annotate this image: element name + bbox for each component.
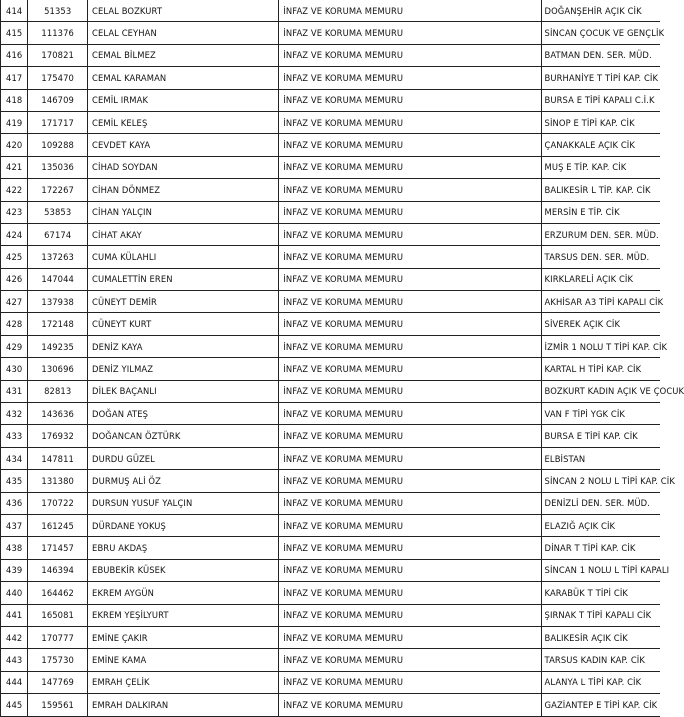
row-number-cell: 432 [1, 403, 28, 425]
job-title-cell: İNFAZ VE KORUMA MEMURU [279, 291, 541, 313]
table-row [1, 22, 661, 44]
full-name-cell: DURDU GÜZEL [88, 447, 279, 469]
row-number-cell: 430 [1, 358, 28, 380]
job-title-cell: İNFAZ VE KORUMA MEMURU [279, 604, 541, 626]
table-row [1, 671, 661, 693]
assigned-unit-cell: MERSİN E TİP. CİK [541, 201, 660, 223]
full-name-cell: EBUBEKİR KÜSEK [88, 559, 279, 581]
registry-number-cell: 137263 [28, 246, 88, 268]
row-number-cell: 434 [1, 447, 28, 469]
row-number-cell: 441 [1, 604, 28, 626]
table-row [1, 179, 661, 201]
table-row [1, 111, 661, 133]
full-name-cell: DÜRDANE YOKUŞ [88, 514, 279, 536]
assigned-unit-cell: VAN F TİPİ YGK CİK [541, 403, 660, 425]
full-name-cell: EMRAH DALKIRAN [88, 694, 279, 716]
registry-number-cell: 170777 [28, 626, 88, 648]
table-row [1, 537, 661, 559]
assigned-unit-cell: ŞIRNAK T TİPİ KAPALI CİK [541, 604, 660, 626]
table-row [1, 649, 661, 671]
table-row [1, 626, 661, 648]
job-title-cell: İNFAZ VE KORUMA MEMURU [279, 671, 541, 693]
table-row [1, 201, 661, 223]
row-number-cell: 444 [1, 671, 28, 693]
registry-number-cell: 146394 [28, 559, 88, 581]
row-number-cell: 435 [1, 470, 28, 492]
registry-number-cell: 135036 [28, 156, 88, 178]
job-title-cell: İNFAZ VE KORUMA MEMURU [279, 111, 541, 133]
job-title-cell: İNFAZ VE KORUMA MEMURU [279, 425, 541, 447]
table-row [1, 246, 661, 268]
job-title-cell: İNFAZ VE KORUMA MEMURU [279, 0, 541, 22]
table-row [1, 559, 661, 581]
full-name-cell: DURSUN YUSUF YALÇIN [88, 492, 279, 514]
job-title-cell: İNFAZ VE KORUMA MEMURU [279, 492, 541, 514]
registry-number-cell: 147044 [28, 268, 88, 290]
row-number-cell: 440 [1, 582, 28, 604]
registry-number-cell: 67174 [28, 223, 88, 245]
table-row [1, 447, 661, 469]
assigned-unit-cell: ÇANAKKALE AÇIK CİK [541, 134, 660, 156]
row-number-cell: 428 [1, 313, 28, 335]
registry-number-cell: 146709 [28, 89, 88, 111]
assigned-unit-cell: SİNCAN 2 NOLU L TİPİ KAP. CİK [541, 470, 660, 492]
full-name-cell: CEMAL BİLMEZ [88, 44, 279, 66]
full-name-cell: CEMAL KARAMAN [88, 67, 279, 89]
personnel-table-body [1, 0, 684, 716]
full-name-cell: DOĞANCAN ÖZTÜRK [88, 425, 279, 447]
registry-number-cell: 149235 [28, 335, 88, 357]
registry-number-cell: 171717 [28, 111, 88, 133]
registry-number-cell: 51353 [28, 0, 88, 22]
job-title-cell: İNFAZ VE KORUMA MEMURU [279, 246, 541, 268]
table-row [1, 514, 661, 536]
row-number-cell: 427 [1, 291, 28, 313]
full-name-cell: DOĞAN ATEŞ [88, 403, 279, 425]
table-row [1, 604, 661, 626]
job-title-cell: İNFAZ VE KORUMA MEMURU [279, 67, 541, 89]
full-name-cell: DENİZ YILMAZ [88, 358, 279, 380]
full-name-cell: DENİZ KAYA [88, 335, 279, 357]
registry-number-cell: 175470 [28, 67, 88, 89]
full-name-cell: DURMUŞ ALİ ÖZ [88, 470, 279, 492]
assigned-unit-cell: TARSUS KADIN KAP. CİK [541, 649, 660, 671]
full-name-cell: CİHAD SOYDAN [88, 156, 279, 178]
row-number-cell: 439 [1, 559, 28, 581]
full-name-cell: CUMA KÜLAHLI [88, 246, 279, 268]
job-title-cell: İNFAZ VE KORUMA MEMURU [279, 22, 541, 44]
assigned-unit-cell: KARABÜK T TİPİ CİK [541, 582, 660, 604]
registry-number-cell: 53853 [28, 201, 88, 223]
assigned-unit-cell: BATMAN DEN. SER. MÜD. [541, 44, 660, 66]
assigned-unit-cell: KIRKLARELİ AÇIK CİK [541, 268, 660, 290]
assigned-unit-cell: ELBİSTAN [541, 447, 660, 469]
assigned-unit-cell: SİNCAN 1 NOLU L TİPİ KAPALI [541, 559, 660, 581]
table-row [1, 67, 661, 89]
job-title-cell: İNFAZ VE KORUMA MEMURU [279, 44, 541, 66]
row-number-cell: 421 [1, 156, 28, 178]
job-title-cell: İNFAZ VE KORUMA MEMURU [279, 268, 541, 290]
job-title-cell: İNFAZ VE KORUMA MEMURU [279, 89, 541, 111]
full-name-cell: CEMİL IRMAK [88, 89, 279, 111]
job-title-cell: İNFAZ VE KORUMA MEMURU [279, 582, 541, 604]
job-title-cell: İNFAZ VE KORUMA MEMURU [279, 559, 541, 581]
job-title-cell: İNFAZ VE KORUMA MEMURU [279, 335, 541, 357]
assigned-unit-cell: BALIKESİR L TİP. KAP. CİK [541, 179, 660, 201]
full-name-cell: CEMİL KELEŞ [88, 111, 279, 133]
registry-number-cell: 82813 [28, 380, 88, 402]
registry-number-cell: 147769 [28, 671, 88, 693]
job-title-cell: İNFAZ VE KORUMA MEMURU [279, 470, 541, 492]
row-number-cell: 415 [1, 22, 28, 44]
assigned-unit-cell: BOZKURT KADIN AÇIK VE ÇOCUK [541, 380, 660, 402]
table-row [1, 134, 661, 156]
full-name-cell: EKREM YEŞİLYURT [88, 604, 279, 626]
row-number-cell: 416 [1, 44, 28, 66]
table-row [1, 89, 661, 111]
assigned-unit-cell: DENİZLİ DEN. SER. MÜD. [541, 492, 660, 514]
full-name-cell: CÜNEYT KURT [88, 313, 279, 335]
job-title-cell: İNFAZ VE KORUMA MEMURU [279, 694, 541, 716]
table-row [1, 358, 661, 380]
registry-number-cell: 131380 [28, 470, 88, 492]
assigned-unit-cell: DİNAR T TİPİ KAP. CİK [541, 537, 660, 559]
job-title-cell: İNFAZ VE KORUMA MEMURU [279, 403, 541, 425]
assigned-unit-cell: SİNOP E TİPİ KAP. CİK [541, 111, 660, 133]
table-row [1, 582, 661, 604]
job-title-cell: İNFAZ VE KORUMA MEMURU [279, 626, 541, 648]
row-number-cell: 417 [1, 67, 28, 89]
job-title-cell: İNFAZ VE KORUMA MEMURU [279, 649, 541, 671]
table-row [1, 425, 661, 447]
job-title-cell: İNFAZ VE KORUMA MEMURU [279, 514, 541, 536]
registry-number-cell: 176932 [28, 425, 88, 447]
registry-number-cell: 109288 [28, 134, 88, 156]
assigned-unit-cell: KARTAL H TİPİ KAP. CİK [541, 358, 660, 380]
table-row [1, 156, 661, 178]
full-name-cell: CEVDET KAYA [88, 134, 279, 156]
row-number-cell: 433 [1, 425, 28, 447]
registry-number-cell: 111376 [28, 22, 88, 44]
full-name-cell: CİHAT AKAY [88, 223, 279, 245]
assigned-unit-cell: BALIKESİR AÇIK CİK [541, 626, 660, 648]
registry-number-cell: 130696 [28, 358, 88, 380]
full-name-cell: EBRU AKDAŞ [88, 537, 279, 559]
row-number-cell: 436 [1, 492, 28, 514]
table-row [1, 313, 661, 335]
row-number-cell: 418 [1, 89, 28, 111]
table-row [1, 268, 661, 290]
full-name-cell: EKREM AYGÜN [88, 582, 279, 604]
table-row [1, 291, 661, 313]
registry-number-cell: 143636 [28, 403, 88, 425]
registry-number-cell: 175730 [28, 649, 88, 671]
assigned-unit-cell: MUŞ E TİP. KAP. CİK [541, 156, 660, 178]
registry-number-cell: 161245 [28, 514, 88, 536]
job-title-cell: İNFAZ VE KORUMA MEMURU [279, 447, 541, 469]
full-name-cell: CUMALETTİN EREN [88, 268, 279, 290]
registry-number-cell: 172148 [28, 313, 88, 335]
assigned-unit-cell: DOĞANŞEHİR AÇIK CİK [541, 0, 660, 22]
job-title-cell: İNFAZ VE KORUMA MEMURU [279, 537, 541, 559]
full-name-cell: DİLEK BAÇANLI [88, 380, 279, 402]
table-row [1, 223, 661, 245]
row-number-cell: 414 [1, 0, 28, 22]
row-number-cell: 429 [1, 335, 28, 357]
table-row [1, 403, 661, 425]
registry-number-cell: 164462 [28, 582, 88, 604]
job-title-cell: İNFAZ VE KORUMA MEMURU [279, 358, 541, 380]
registry-number-cell: 165081 [28, 604, 88, 626]
assigned-unit-cell: ALANYA L TİPİ KAP. CİK [541, 671, 660, 693]
table-row [1, 492, 661, 514]
row-number-cell: 431 [1, 380, 28, 402]
full-name-cell: CİHAN YALÇIN [88, 201, 279, 223]
row-number-cell: 442 [1, 626, 28, 648]
row-number-cell: 437 [1, 514, 28, 536]
full-name-cell: EMRAH ÇELİK [88, 671, 279, 693]
registry-number-cell: 171457 [28, 537, 88, 559]
job-title-cell: İNFAZ VE KORUMA MEMURU [279, 223, 541, 245]
assigned-unit-cell: BURSA E TİPİ KAPALI C.İ.K [541, 89, 660, 111]
table-row [1, 470, 661, 492]
registry-number-cell: 147811 [28, 447, 88, 469]
registry-number-cell: 137938 [28, 291, 88, 313]
full-name-cell: CİHAN DÖNMEZ [88, 179, 279, 201]
assigned-unit-cell: SİVEREK AÇIK CİK [541, 313, 660, 335]
job-title-cell: İNFAZ VE KORUMA MEMURU [279, 134, 541, 156]
full-name-cell: CELAL CEYHAN [88, 22, 279, 44]
job-title-cell: İNFAZ VE KORUMA MEMURU [279, 313, 541, 335]
registry-number-cell: 170821 [28, 44, 88, 66]
table-row [1, 335, 661, 357]
table-row [1, 694, 661, 716]
row-number-cell: 422 [1, 179, 28, 201]
assigned-unit-cell: SİNCAN ÇOCUK VE GENÇLİK [541, 22, 660, 44]
full-name-cell: EMİNE ÇAKIR [88, 626, 279, 648]
row-number-cell: 425 [1, 246, 28, 268]
assigned-unit-cell: ELAZIĞ AÇIK CİK [541, 514, 660, 536]
table-row [1, 44, 661, 66]
full-name-cell: CÜNEYT DEMİR [88, 291, 279, 313]
assigned-unit-cell: AKHİSAR A3 TİPİ KAPALI CİK [541, 291, 660, 313]
row-number-cell: 443 [1, 649, 28, 671]
full-name-cell: EMİNE KAMA [88, 649, 279, 671]
table-row [1, 380, 661, 402]
row-number-cell: 445 [1, 694, 28, 716]
row-number-cell: 424 [1, 223, 28, 245]
assigned-unit-cell: ERZURUM DEN. SER. MÜD. [541, 223, 660, 245]
table-row [1, 0, 661, 22]
assigned-unit-cell: İZMİR 1 NOLU T TİPİ KAP. CİK [541, 335, 660, 357]
row-number-cell: 423 [1, 201, 28, 223]
row-number-cell: 426 [1, 268, 28, 290]
assigned-unit-cell: GAZİANTEP E TİPİ KAP. CİK [541, 694, 660, 716]
row-number-cell: 420 [1, 134, 28, 156]
job-title-cell: İNFAZ VE KORUMA MEMURU [279, 179, 541, 201]
registry-number-cell: 172267 [28, 179, 88, 201]
row-number-cell: 419 [1, 111, 28, 133]
full-name-cell: CELAL BOZKURT [88, 0, 279, 22]
job-title-cell: İNFAZ VE KORUMA MEMURU [279, 156, 541, 178]
assigned-unit-cell: BURSA E TİPİ KAP. CİK [541, 425, 660, 447]
job-title-cell: İNFAZ VE KORUMA MEMURU [279, 201, 541, 223]
row-number-cell: 438 [1, 537, 28, 559]
job-title-cell: İNFAZ VE KORUMA MEMURU [279, 380, 541, 402]
assigned-unit-cell: TARSUS DEN. SER. MÜD. [541, 246, 660, 268]
assigned-unit-cell: BURHANİYE T TİPİ KAP. CİK [541, 67, 660, 89]
registry-number-cell: 159561 [28, 694, 88, 716]
registry-number-cell: 170722 [28, 492, 88, 514]
